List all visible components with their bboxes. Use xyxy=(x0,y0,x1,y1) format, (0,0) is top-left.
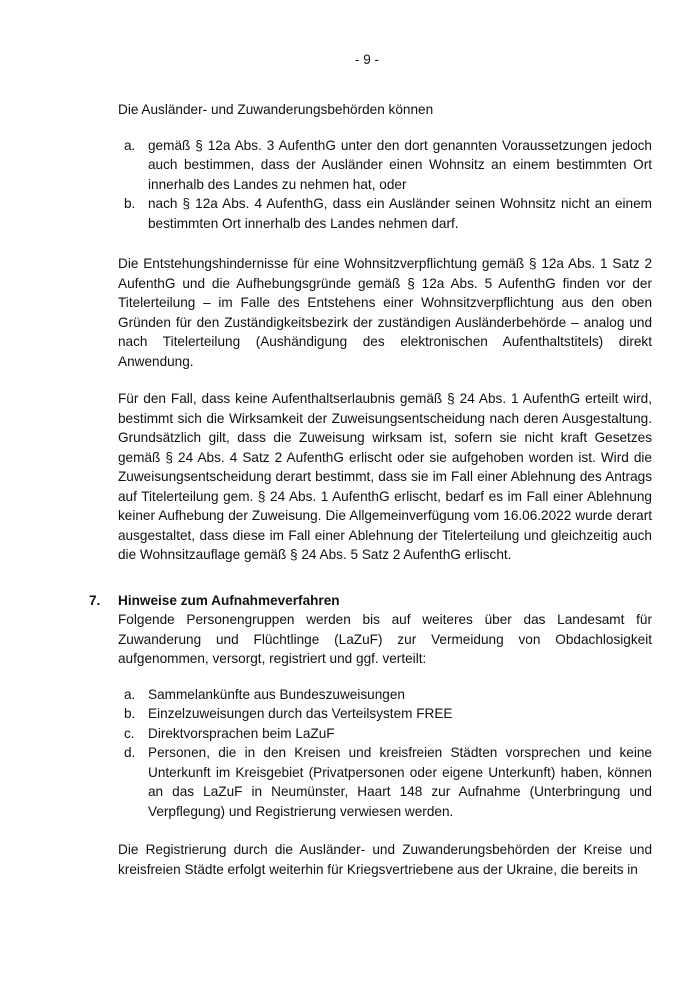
list-marker: a. xyxy=(124,137,136,153)
list-marker: b. xyxy=(124,706,136,721)
closing-paragraph: Die Registrierung durch die Ausländer- und Zuwanderungsbehörden der Kreise und kreisfreien Städte erfolgt weiterhin für Kriegsvertriebene aus der Ukraine, die bereits in xyxy=(118,842,652,877)
list-item-text: Einzelzuweisungen durch das Verteilsystem FREE xyxy=(148,706,453,721)
list-item-text: gemäß § 12a Abs. 3 AufenthG unter den dort genannten Voraussetzungen jedoch auch bestimmen, dass der Ausländer einen Wohnsitz an einem bestimmten Ort innerhalb des Landes zu nehmen hat, oder xyxy=(148,137,652,192)
list-item-text: Sammelankünfte aus Bundeszuweisungen xyxy=(148,686,405,702)
section-7 xyxy=(89,591,652,880)
document-body xyxy=(89,100,652,897)
list-item xyxy=(124,743,652,821)
section-intro: Folgende Personengruppen werden bis auf weiteres über das Landesamt für Zuwanderung und Flüchtlinge (LaZuF) zur Vermeidung von Obdachlosigkeit aufgenommen, versorgt, registriert und ggf. verteilt: xyxy=(118,612,652,666)
paragraph-zuweisungsentscheidung: Für den Fall, dass keine Aufenthaltserlaubnis gemäß § 24 Abs. 1 AufenthG erteilt wird, bestimmt sich die Wirksamkeit der Zuweisungsentscheidung nach deren Ausgestaltung. Grundsätzlich gilt, dass die Zuweisung wirksam ist, sofern sie nicht kraft Gesetzes gemäß § 24 Abs. 4 Satz 2 AufenthG erlischt oder sie aufgehoben worden ist. Wird die Zuweisungsentscheidung derart bestimmt, dass sie im Fall einer Ablehnung des Antrags auf Titelerteilung gem. § 24 Abs. 1 AufenthG erlischt, bedarf es im Fall einer Ablehnung keiner Aufhebung der Zuweisung. Die Allgemeinverfügung vom 16.06.2022 wurde derart ausgestaltet, dass diese im Fall einer Ablehnung der Titelerteilung und gleichzeitig auch die Wohnsitzauflage gemäß § 24 Abs. 5 Satz 2 AufenthG erlischt. xyxy=(118,391,652,562)
paragraph-entstehungshindernisse: Die Entstehungshindernisse für eine Wohnsitzverpflichtung gemäß § 12a Abs. 1 Satz 2 AufenthG und die Aufhebungsgründe gemäß § 12a Abs. 5 AufenthG finden vor der Titelerteilung – im Falle des Entstehens einer Wohnsitzverpflichtung aus den oben Gründen für den Zuständigkeitsbezirk der zuständigen Ausländerbehörde – analog und nach Titelerteilung (Aushändigung des elektronischen Aufenthaltstitels) direkt Anwendung. xyxy=(118,256,652,369)
list-marker: b. xyxy=(124,196,136,211)
list-item xyxy=(124,724,652,744)
list-item xyxy=(124,194,652,233)
list-item xyxy=(124,685,652,705)
list-marker: a. xyxy=(124,686,136,702)
list-item xyxy=(124,136,652,195)
list-item-text: Personen, die in den Kreisen und kreisfreien Städten vorsprechen und keine Unterkunft im Kreisgebiet (Privatpersonen oder eigene Unterkunft) haben, können an das LaZuF in Neumünster, Haart 148 zur Aufnahme (Unterbringung und Verpflegung) und Registrierung verwiesen werden. xyxy=(148,745,652,819)
list-item-text: nach § 12a Abs. 4 AufenthG, dass ein Ausländer seinen Wohnsitz nicht an einem bestimmten Ort innerhalb des Landes nehmen darf. xyxy=(148,196,652,231)
page-number: - 9 - xyxy=(354,52,380,67)
list-item xyxy=(124,704,652,724)
section-heading: Hinweise zum Aufnahmeverfahren xyxy=(118,592,340,608)
list-marker: d. xyxy=(124,745,136,760)
list-item-text: Direktvorsprachen beim LaZuF xyxy=(148,725,335,741)
person-groups-list xyxy=(118,685,652,822)
section-number: 7. xyxy=(89,592,101,608)
list-marker: c. xyxy=(124,725,135,741)
authority-options-list xyxy=(118,136,652,234)
intro-line: Die Ausländer- und Zuwanderungsbehörden können xyxy=(118,102,434,117)
